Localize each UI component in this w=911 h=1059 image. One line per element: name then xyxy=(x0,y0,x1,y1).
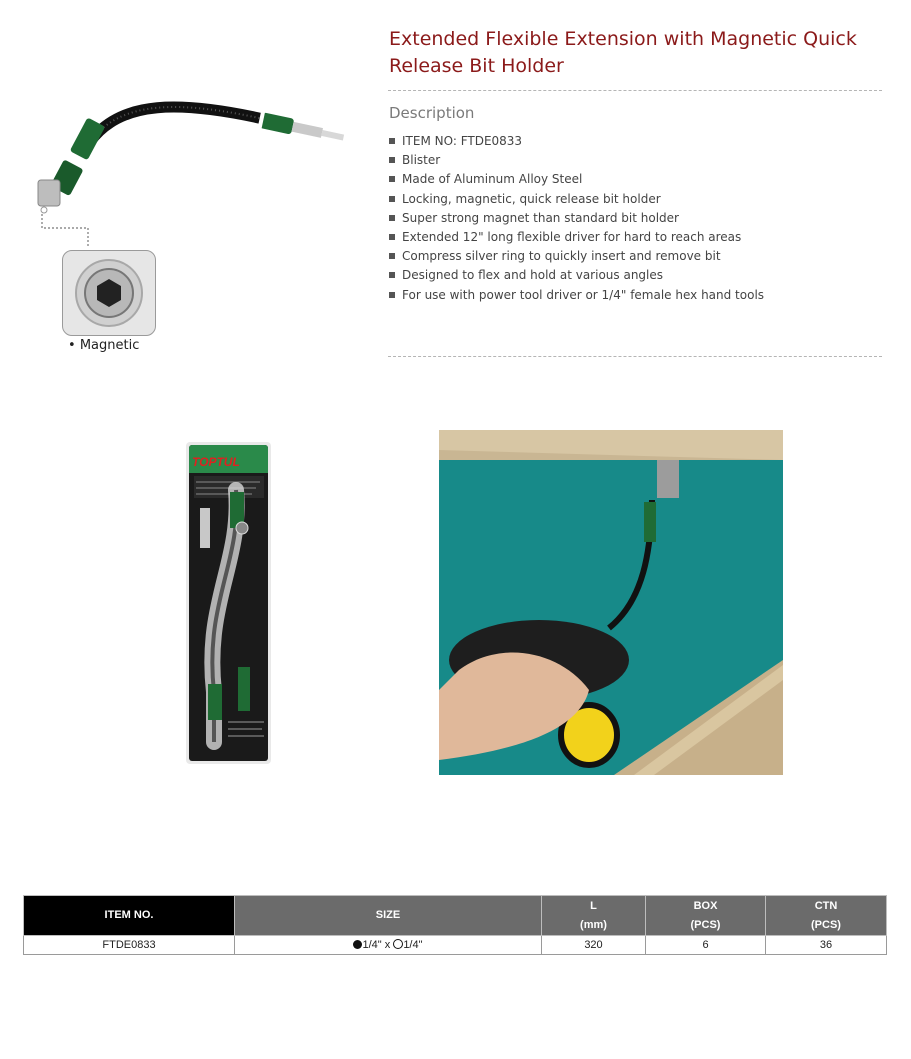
table-header-row xyxy=(24,896,887,936)
flexible-extension-image xyxy=(30,80,360,260)
description-divider xyxy=(388,356,882,357)
bullet-square-icon xyxy=(389,234,395,240)
in-use-photo xyxy=(439,430,783,775)
header-item-no: ITEM NO. xyxy=(24,896,235,936)
title-divider xyxy=(388,90,882,91)
bullet-square-icon xyxy=(389,176,395,182)
bullet-square-icon xyxy=(389,272,395,278)
blister-package-image xyxy=(186,442,271,764)
magnetic-label: • Magnetic xyxy=(68,338,140,353)
header-size: SIZE xyxy=(235,896,542,936)
bullet-square-icon xyxy=(389,196,395,202)
table-row xyxy=(24,936,887,955)
cell-size: 1/4" x 1/4" xyxy=(235,936,542,955)
product-title: Extended Flexible Extension with Magnetic Quick Release Bit Holder xyxy=(389,28,857,77)
bullet-square-icon xyxy=(389,292,395,298)
header-ctn: CTN (PCS) xyxy=(766,896,887,936)
feature-item: Made of Aluminum Alloy Steel xyxy=(389,171,764,190)
bullet-square-icon xyxy=(389,157,395,163)
header-box: BOX (PCS) xyxy=(646,896,766,936)
feature-item: ITEM NO: FTDE0833 xyxy=(389,133,764,152)
cell-box: 6 xyxy=(646,936,766,955)
magnetic-closeup-image xyxy=(62,250,156,336)
spec-table xyxy=(23,895,887,955)
bullet-square-icon xyxy=(389,215,395,221)
feature-item: Designed to flex and hold at various angles xyxy=(389,267,764,286)
feature-item: Blister xyxy=(389,152,764,171)
feature-item: Locking, magnetic, quick release bit holder xyxy=(389,191,764,210)
bullet-square-icon xyxy=(389,253,395,259)
header-length: L (mm) xyxy=(542,896,646,936)
feature-item: For use with power tool driver or 1/4" female hex hand tools xyxy=(389,287,764,306)
description-heading: Description xyxy=(389,104,475,122)
feature-list xyxy=(389,133,764,306)
bullet-square-icon xyxy=(389,138,395,144)
female-hex-icon xyxy=(393,939,403,949)
feature-item: Compress silver ring to quickly insert and remove bit xyxy=(389,248,764,267)
cell-ctn: 36 xyxy=(766,936,887,955)
feature-item: Super strong magnet than standard bit holder xyxy=(389,210,764,229)
cell-item-no: FTDE0833 xyxy=(24,936,235,955)
cell-length: 320 xyxy=(542,936,646,955)
feature-item: Extended 12" long flexible driver for hard to reach areas xyxy=(389,229,764,248)
package-brand-logo: TOPTUL xyxy=(192,455,240,469)
